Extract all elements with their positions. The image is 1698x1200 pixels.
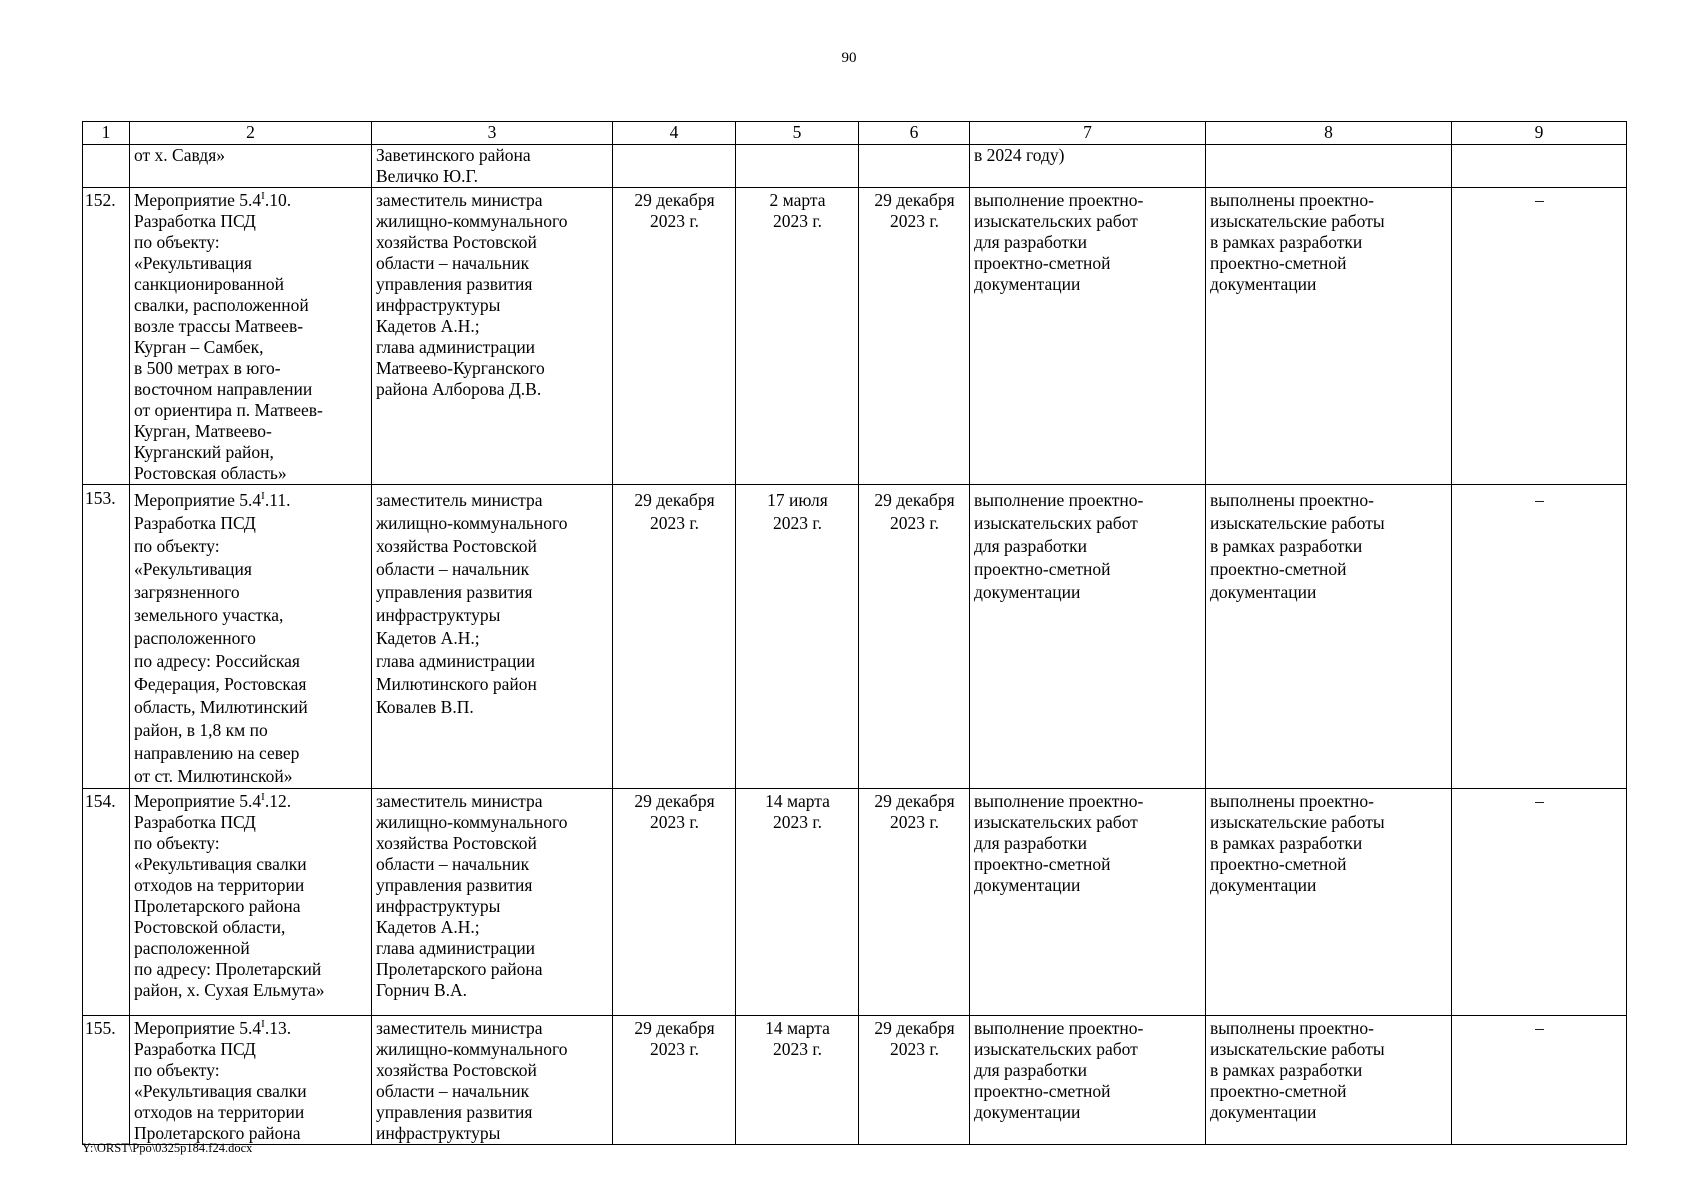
responsible-cell: заместитель министра жилищно-коммунального хозяйства Ростовской области – начальник управления развития инфраструктуры <box>372 1016 613 1145</box>
file-path-footer: Y:\ORST\Ppo\0325p184.f24.docx <box>82 1141 253 1155</box>
date-cell: 29 декабря 2023 г. <box>859 1016 970 1145</box>
measure-title-suffix: .10. <box>264 190 292 210</box>
header-cell: 8 <box>1206 122 1452 145</box>
measure-title-text: Мероприятие 5.4 <box>134 190 262 210</box>
measure-cell: от х. Савдя» <box>130 145 372 188</box>
date-cell: 29 декабря 2023 г. <box>613 188 736 485</box>
row-number: 152. <box>83 188 130 485</box>
date-cell: 29 декабря 2023 г. <box>613 485 736 789</box>
measure-superscript: I <box>261 190 265 203</box>
responsible-cell: Заветинского района Величко Ю.Г. <box>372 145 613 188</box>
measure-superscript: I <box>261 1018 265 1031</box>
measures-table <box>82 121 1627 1145</box>
measure-title-text: Мероприятие 5.4 <box>134 791 262 811</box>
status-cell <box>1206 145 1452 188</box>
note-cell: – <box>1452 188 1627 485</box>
table-row <box>83 789 1627 1016</box>
date-cell <box>736 145 859 188</box>
header-cell: 9 <box>1452 122 1627 145</box>
date-cell <box>859 145 970 188</box>
date-cell: 29 декабря 2023 г. <box>859 188 970 485</box>
date-cell: 29 декабря 2023 г. <box>613 1016 736 1145</box>
header-cell: 3 <box>372 122 613 145</box>
measure-cell <box>130 789 372 1016</box>
row-number: 154. <box>83 789 130 1016</box>
measure-superscript: I <box>261 791 265 804</box>
date-cell: 14 марта 2023 г. <box>736 789 859 1016</box>
measure-title-suffix: .12. <box>264 791 292 811</box>
date-cell: 29 декабря 2023 г. <box>859 485 970 789</box>
page-number: 90 <box>841 50 857 66</box>
row-number: 155. <box>83 1016 130 1145</box>
measure-superscript: I <box>261 490 265 503</box>
date-cell: 29 декабря 2023 г. <box>859 789 970 1016</box>
status-cell: выполнены проектно- изыскательские работы в рамках разработки проектно-сметной документации <box>1206 485 1452 789</box>
note-cell: – <box>1452 1016 1627 1145</box>
measure-title <box>134 490 290 510</box>
header-cell: 5 <box>736 122 859 145</box>
date-cell: 14 марта 2023 г. <box>736 1016 859 1145</box>
measure-cell <box>130 485 372 789</box>
header-cell: 2 <box>130 122 372 145</box>
result-cell: в 2024 году) <box>970 145 1206 188</box>
measure-description: Разработка ПСД по объекту: «Рекультивация санкционированной свалки, расположенной возле трассы Матвеев- Курган – Самбек, в 500 метрах в юго- восточном направлении от ориентира п. Матвеев- Курган, Матвеево- Курганский район, Ростовская область» <box>134 211 323 483</box>
row-number: 153. <box>83 485 130 789</box>
table-row <box>83 485 1627 789</box>
note-cell: – <box>1452 789 1627 1016</box>
measure-description: Разработка ПСД по объекту: «Рекультивация свалки отходов на территории Пролетарского района Ростовской области, расположенной по адресу: Пролетарский район, х. Сухая Ельмута» <box>134 812 325 1000</box>
header-cell: 1 <box>83 122 130 145</box>
note-cell <box>1452 145 1627 188</box>
measure-title-text: Мероприятие 5.4 <box>134 1018 262 1038</box>
status-cell: выполнены проектно- изыскательские работы в рамках разработки проектно-сметной документации <box>1206 789 1452 1016</box>
measure-title <box>134 1018 291 1038</box>
result-cell: выполнение проектно- изыскательских работ для разработки проектно-сметной документации <box>970 1016 1206 1145</box>
measure-description: Разработка ПСД по объекту: «Рекультивация свалки отходов на территории Пролетарского района <box>134 1039 307 1143</box>
header-cell: 4 <box>613 122 736 145</box>
note-cell: – <box>1452 485 1627 789</box>
status-cell: выполнены проектно- изыскательские работы в рамках разработки проектно-сметной документации <box>1206 188 1452 485</box>
result-cell: выполнение проектно- изыскательских работ для разработки проектно-сметной документации <box>970 188 1206 485</box>
result-cell: выполнение проектно- изыскательских работ для разработки проектно-сметной документации <box>970 485 1206 789</box>
measure-title <box>134 791 291 811</box>
measure-cell <box>130 188 372 485</box>
measure-cell <box>130 1016 372 1145</box>
responsible-cell: заместитель министра жилищно-коммунального хозяйства Ростовской области – начальник управления развития инфраструктуры Кадетов А.Н.; глава администрации Пролетарского района Горнич В.А. <box>372 789 613 1016</box>
responsible-cell: заместитель министра жилищно-коммунального хозяйства Ростовской области – начальник управления развития инфраструктуры Кадетов А.Н.; глава администрации Милютинского район Ковалев В.П. <box>372 485 613 789</box>
measure-description: Разработка ПСД по объекту: «Рекультивация загрязненного земельного участка, расположенного по адресу: Российская Федерация, Ростовская область, Милютинский район, в 1,8 км по направлению на север от ст. Милютинской» <box>134 513 308 786</box>
status-cell: выполнены проектно- изыскательские работы в рамках разработки проектно-сметной документации <box>1206 1016 1452 1145</box>
table-row <box>83 1016 1627 1145</box>
result-cell: выполнение проектно- изыскательских работ для разработки проектно-сметной документации <box>970 789 1206 1016</box>
table-row <box>83 145 1627 188</box>
table-row <box>83 188 1627 485</box>
measure-title-suffix: .11. <box>264 490 291 510</box>
date-cell: 29 декабря 2023 г. <box>613 789 736 1016</box>
row-number <box>83 145 130 188</box>
table-header-row <box>83 122 1627 145</box>
date-cell: 2 марта 2023 г. <box>736 188 859 485</box>
date-cell: 17 июля 2023 г. <box>736 485 859 789</box>
header-cell: 7 <box>970 122 1206 145</box>
measure-title <box>134 190 291 210</box>
measure-title-text: Мероприятие 5.4 <box>134 490 262 510</box>
responsible-cell: заместитель министра жилищно-коммунального хозяйства Ростовской области – начальник управления развития инфраструктуры Кадетов А.Н.; глава администрации Матвеево-Курганского района Алборова Д.В. <box>372 188 613 485</box>
date-cell <box>613 145 736 188</box>
measure-title-suffix: .13. <box>264 1018 292 1038</box>
header-cell: 6 <box>859 122 970 145</box>
